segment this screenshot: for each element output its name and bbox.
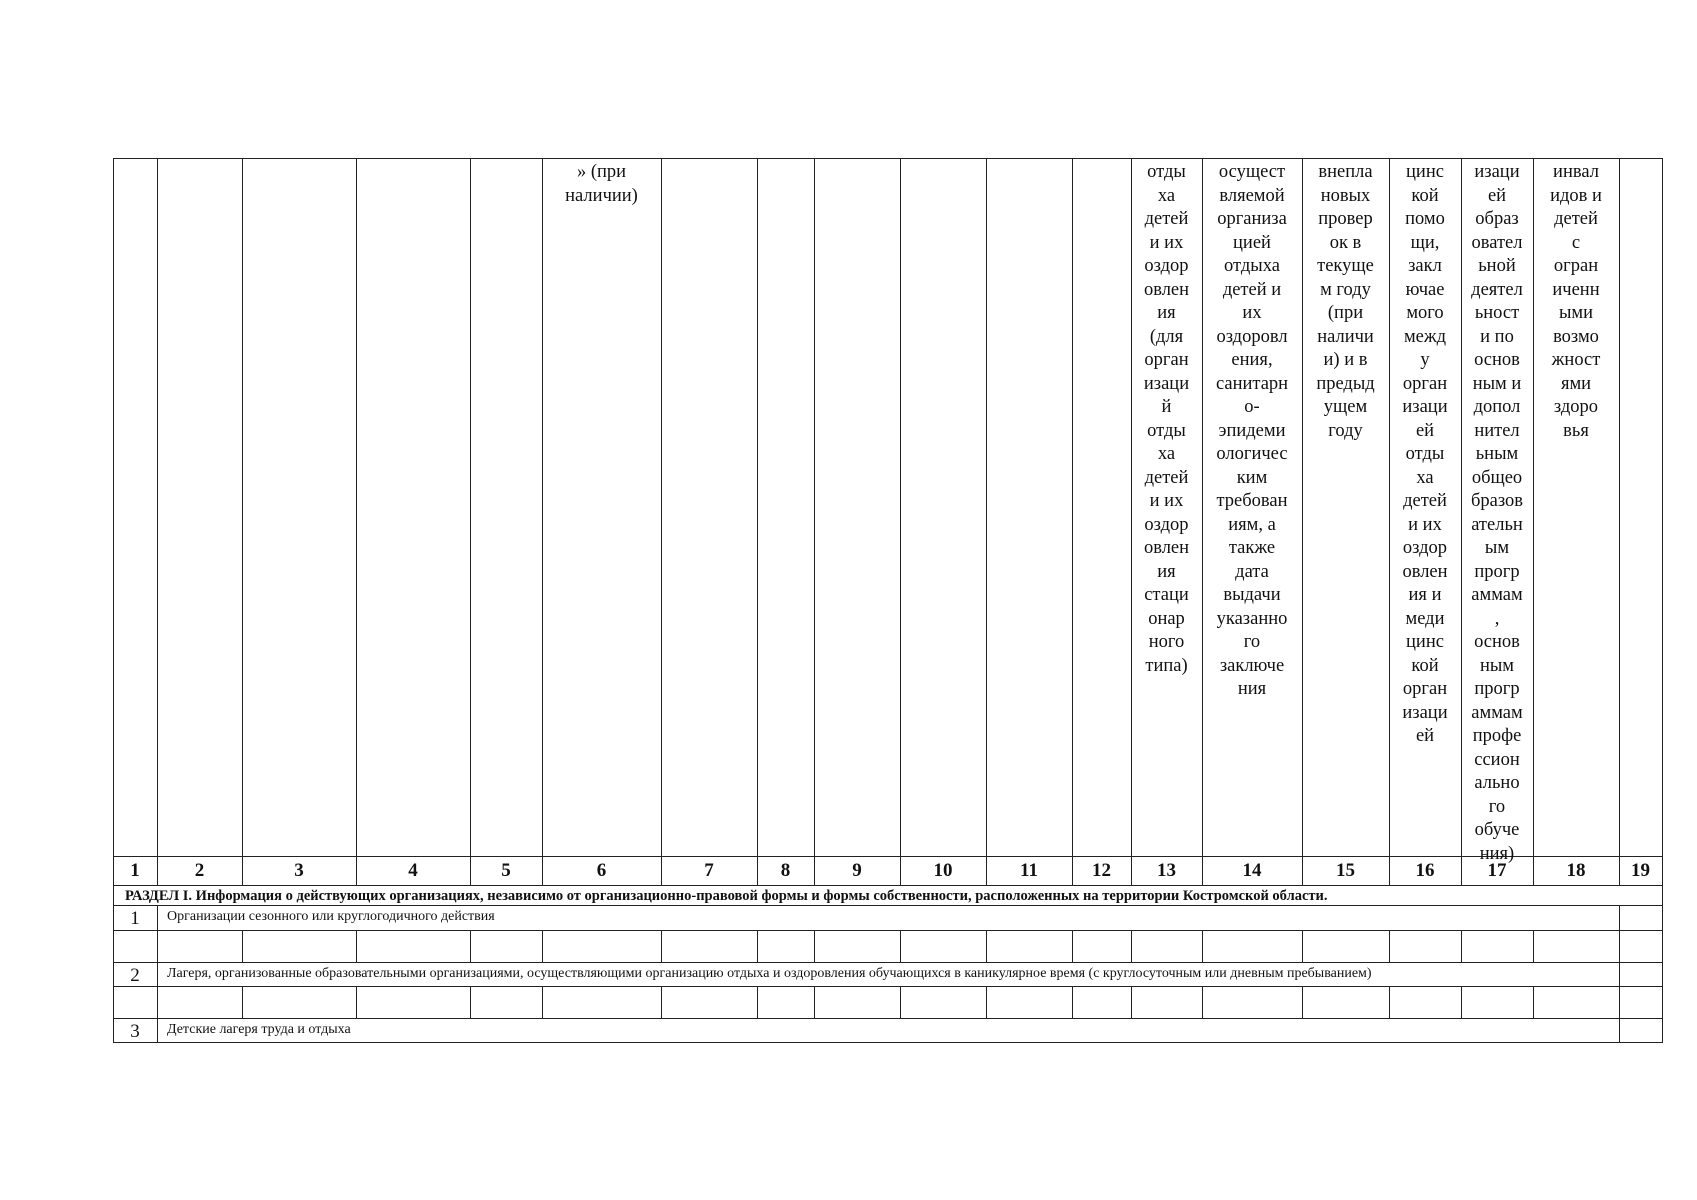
table-rule	[757, 986, 758, 1019]
table-rule	[242, 986, 243, 1019]
column-number: 19	[1631, 860, 1650, 881]
column-number: 10	[933, 860, 953, 881]
table-rule	[157, 930, 158, 963]
column-number: 14	[1242, 860, 1262, 881]
table-rule	[1619, 905, 1620, 931]
column-number: 17	[1487, 860, 1507, 881]
table-rule	[757, 158, 758, 886]
table-rule	[157, 158, 158, 886]
table-rule	[661, 986, 662, 1019]
table-rule	[157, 1018, 158, 1043]
table-rule	[157, 905, 158, 931]
table-rule	[1072, 158, 1073, 886]
table-rule	[1533, 930, 1534, 963]
column-number: 4	[408, 860, 418, 881]
table-rule	[242, 158, 243, 886]
table-rule	[1662, 930, 1663, 963]
table-rule	[814, 930, 815, 963]
column-number: 18	[1566, 860, 1586, 881]
table-rule	[113, 986, 1663, 987]
table-rule	[1662, 158, 1663, 886]
table-rule	[1619, 158, 1620, 886]
table-rule	[661, 158, 662, 886]
table-rule	[157, 986, 158, 1019]
table-rule	[1202, 930, 1203, 963]
header-cell-text-col17: изаци ей образ овател ьной деятел ьност и по основ ным и допол нител ьным общео бразов ательн ым прогр аммам , основ ным прогр аммам профе ссион ально го обуче ния)	[1470, 162, 1524, 864]
header-cell-text-col13: отды ха детей и их оздор овлен ия (для орган изаци й отды ха детей и их оздор овлен ия стаци онар ного типа)	[1143, 162, 1190, 676]
table-rule	[1389, 986, 1390, 1019]
table-rule	[900, 930, 901, 963]
column-number: 8	[780, 860, 791, 881]
table-rule	[113, 1018, 1663, 1019]
table-rule	[356, 986, 357, 1019]
table-rule	[1202, 986, 1203, 1019]
table-rule	[1389, 930, 1390, 963]
table-rule	[113, 986, 114, 1019]
table-rule	[814, 986, 815, 1019]
table-rule	[986, 986, 987, 1019]
table-rule	[986, 930, 987, 963]
row-number: 3	[130, 1021, 140, 1042]
row-label: Лагеря, организованные образовательными организациями, осуществляющими организацию отдыха и оздоровления обучающихся в каникулярное время (с круглосуточным или дневным пребыванием)	[167, 966, 1372, 981]
table-rule	[986, 158, 987, 886]
table-rule	[356, 930, 357, 963]
column-number: 16	[1415, 860, 1435, 881]
table-rule	[1662, 986, 1663, 1019]
table-rule	[113, 905, 1663, 906]
table-rule	[113, 1042, 1663, 1043]
column-number: 2	[194, 860, 205, 881]
table-rule	[542, 158, 543, 886]
table-rule	[542, 986, 543, 1019]
table-rule	[1619, 986, 1620, 1019]
table-rule	[1662, 885, 1663, 1043]
column-number: 11	[1020, 860, 1038, 881]
column-number: 9	[852, 860, 862, 881]
column-number: 6	[596, 860, 607, 881]
table-rule	[900, 158, 901, 886]
table-rule	[113, 930, 1663, 931]
table-rule	[814, 158, 815, 886]
table-rule	[1072, 930, 1073, 963]
table-rule	[113, 885, 1663, 886]
row-label: Организации сезонного или круглогодичного действия	[167, 909, 495, 924]
table-rule	[1619, 962, 1620, 987]
column-number: 12	[1092, 860, 1111, 881]
header-cell-text-col14: осущест вляемой организа цией отдыха детей и их оздоровл ения, санитарн о- эпидеми ологичес ким требован иям, а также дата выдачи указанно го заключе ния	[1215, 162, 1289, 699]
table-rule	[356, 158, 357, 886]
table-rule	[1461, 986, 1462, 1019]
header-cell-text-col16: цинс кой помо щи, закл ючае мого межд у орган изаци ей отды ха детей и их оздор овлен ия и меди цинс кой орган изаци ей	[1402, 162, 1448, 746]
table-rule	[113, 158, 1663, 159]
table-rule	[113, 158, 114, 886]
column-number: 5	[501, 860, 511, 881]
row-number: 2	[130, 965, 140, 986]
table-rule	[113, 856, 1663, 857]
table-rule	[1072, 986, 1073, 1019]
table-rule	[1461, 930, 1462, 963]
section-title: РАЗДЕЛ I. Информация о действующих организациях, независимо от организационно-правовой формы и формы собственности, расположенных на территории Костромской области.	[125, 888, 1328, 904]
column-number: 3	[294, 860, 304, 881]
table-rule	[542, 930, 543, 963]
column-number: 1	[130, 860, 140, 881]
row-label: Детские лагеря труда и отдыха	[167, 1022, 351, 1037]
table-rule	[900, 986, 901, 1019]
table-rule	[1302, 930, 1303, 963]
column-number: 13	[1157, 860, 1176, 881]
table-rule	[470, 930, 471, 963]
table-rule	[113, 962, 1663, 963]
table-rule	[157, 962, 158, 987]
header-cell-text-col6: » (при наличии)	[565, 162, 638, 206]
row-number: 1	[130, 908, 140, 929]
table-rule	[1619, 930, 1620, 963]
table-rule	[242, 930, 243, 963]
header-cell-text-col15: внепла новых провер ок в текуще м году (при наличи и) и в предыд ущем году	[1316, 162, 1375, 441]
column-number: 7	[704, 860, 714, 881]
table-rule	[1533, 986, 1534, 1019]
table-rule	[113, 930, 114, 963]
table-rule	[470, 158, 471, 886]
table-rule	[1302, 986, 1303, 1019]
table-rule	[757, 930, 758, 963]
table-rule	[1131, 986, 1132, 1019]
header-cell-text-col18: инвал идов и детей с огран иченн ыми возмо жност ями здоро вья	[1550, 162, 1602, 441]
table-rule	[661, 930, 662, 963]
table-rule	[470, 986, 471, 1019]
table-rule	[1131, 930, 1132, 963]
column-number: 15	[1336, 860, 1355, 881]
table-rule	[1619, 1018, 1620, 1043]
